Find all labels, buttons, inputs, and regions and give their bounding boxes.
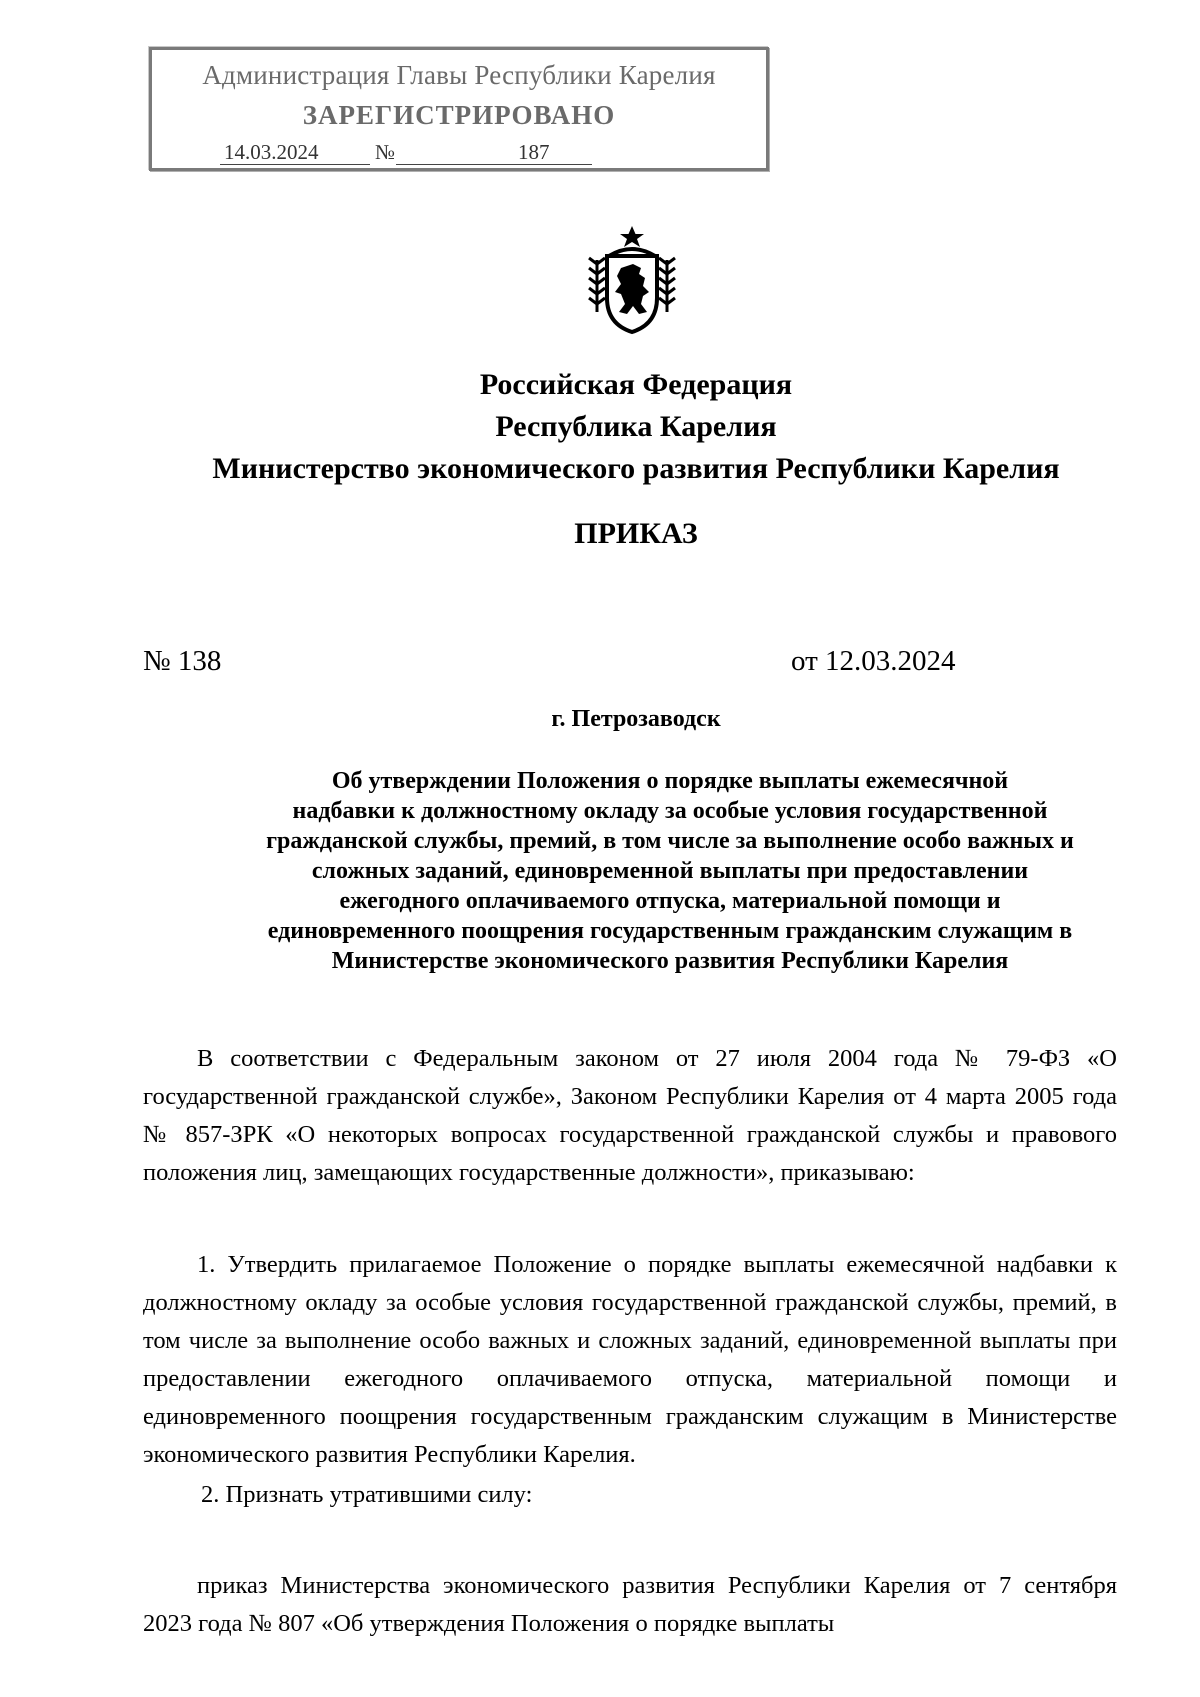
stamp-registration-row <box>192 140 748 166</box>
stamp-registered-label: ЗАРЕГИСТРИРОВАНО <box>302 100 616 130</box>
subject-line: ежегодного оплачиваемого отпуска, материальной помощи и <box>339 888 1001 914</box>
item-2-sub-text: приказ Министерства экономического развития Республики Карелия от 7 сентября 2023 года № 807 «Об утверждения Положения о порядке выплаты <box>143 1572 1117 1637</box>
order-number: № 138 <box>143 645 222 677</box>
registration-stamp <box>149 47 769 171</box>
item-2-sub-paragraph <box>143 1567 1117 1643</box>
subject-line: гражданской службы, премий, в том числе за выполнение особо важных и <box>266 828 1074 854</box>
stamp-number: 187 <box>518 140 550 164</box>
subject-line: сложных заданий, единовременной выплаты при предоставлении <box>311 858 1029 884</box>
document-type-title: ПРИКАЗ <box>574 517 698 550</box>
order-city: г. Петрозаводск <box>551 706 721 732</box>
header-country: Российская Федерация <box>479 368 793 401</box>
preamble-text: В соответствии с Федеральным законом от 27 июля 2004 года № 79-ФЗ «О государственной гражданской службе», Законом Республики Карелия от 4 марта 2005 года № 857-ЗРК «О некоторых вопросах государственной гражданской службы и правового положения лиц, замещающих государственные должности», приказываю: <box>143 1045 1117 1186</box>
header-republic: Республика Карелия <box>495 410 777 443</box>
order-subject <box>100 766 1200 976</box>
subject-line: Об утверждении Положения о порядке выплаты ежемесячной <box>331 768 1009 794</box>
stamp-number-underline <box>396 164 592 165</box>
subject-line: надбавки к должностному окладу за особые условия государственной <box>292 798 1048 824</box>
order-date: от 12.03.2024 <box>791 645 956 677</box>
item-1-text: 1. Утвердить прилагаемое Положение о порядке выплаты ежемесячной надбавки к должностному окладу за особые условия государственной гражданской службы, премий, в том числе за выполнение особо важных и сложных заданий, единовременной выплаты при предоставлении ежегодного оплачиваемого отпуска, материальной помощи и единовременного поощрения государственным гражданским служащим в Министерстве экономического развития Республики Карелия. <box>143 1251 1117 1468</box>
header-ministry: Министерство экономического развития Республики Карелия <box>212 452 1060 485</box>
karelia-coat-of-arms-icon <box>587 226 677 336</box>
preamble-paragraph <box>143 1040 1117 1192</box>
stamp-date: 14.03.2024 <box>224 140 319 164</box>
subject-line: единовременного поощрения государственным гражданским служащим в <box>267 918 1073 944</box>
item-2-text: 2. Признать утратившими силу: <box>201 1481 533 1508</box>
stamp-number-label: № <box>375 140 396 164</box>
item-1-paragraph <box>143 1246 1117 1474</box>
subject-line: Министерстве экономического развития Республики Карелия <box>331 948 1009 974</box>
stamp-authority: Администрация Главы Республики Карелия <box>202 60 716 90</box>
item-2-paragraph <box>143 1476 1117 1514</box>
